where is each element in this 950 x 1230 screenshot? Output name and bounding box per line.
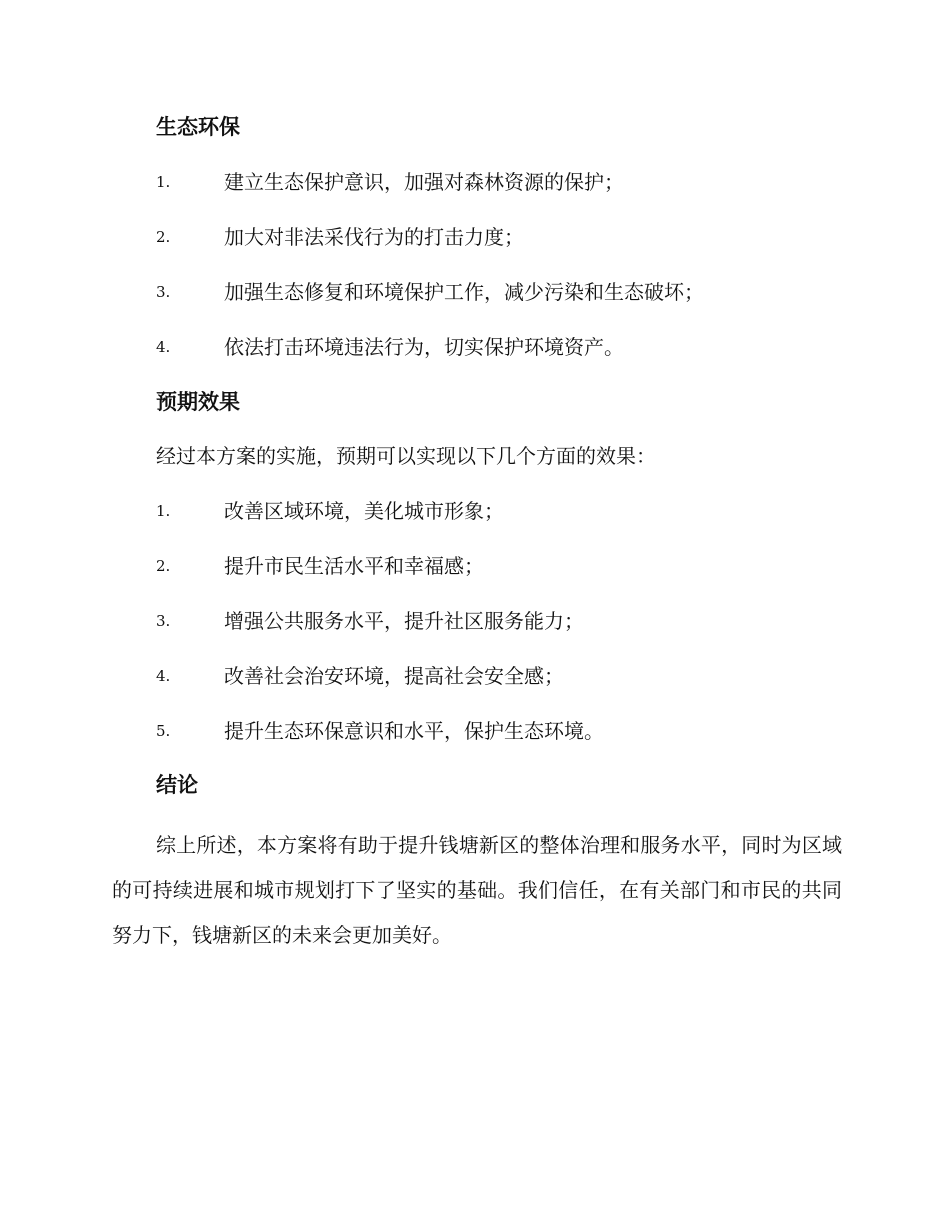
conclusion-paragraph: 综上所述，本方案将有助于提升钱塘新区的整体治理和服务水平，同时为区域的可持续进展和城市规划打下了坚实的基础。我们信任，在有关部门和市民的共同努力下，钱塘新区的未来会更加美好。 — [112, 833, 842, 947]
list-number: 2. — [156, 557, 171, 575]
section-intro: 经过本方案的实施，预期可以实现以下几个方面的效果： — [156, 444, 656, 468]
section-heading-expected: 预期效果 — [156, 389, 240, 414]
list-text: 提升生态环保意识和水平，保护生态环境。 — [224, 719, 604, 743]
list-text: 依法打击环境违法行为，切实保护环境资产。 — [224, 335, 624, 359]
list-text: 建立生态保护意识，加强对森林资源的保护； — [224, 170, 624, 194]
list-number: 4. — [156, 338, 171, 356]
list-number: 3. — [156, 612, 171, 630]
list-text: 增强公共服务水平，提升社区服务能力； — [224, 609, 584, 633]
list-text: 加大对非法采伐行为的打击力度； — [224, 225, 524, 249]
list-number: 2. — [156, 228, 171, 246]
list-text: 提升市民生活水平和幸福感； — [224, 554, 484, 578]
section-heading-conclusion: 结论 — [156, 772, 198, 797]
list-number: 1. — [156, 502, 171, 520]
list-number: 4. — [156, 667, 171, 685]
list-text: 改善社会治安环境，提高社会安全感； — [224, 664, 564, 688]
list-number: 5. — [156, 722, 171, 740]
list-number: 1. — [156, 173, 171, 191]
list-text: 改善区域环境，美化城市形象； — [224, 499, 504, 523]
list-text: 加强生态修复和环境保护工作，减少污染和生态破坏； — [224, 280, 704, 304]
section-heading-eco: 生态环保 — [156, 114, 240, 139]
list-number: 3. — [156, 283, 171, 301]
